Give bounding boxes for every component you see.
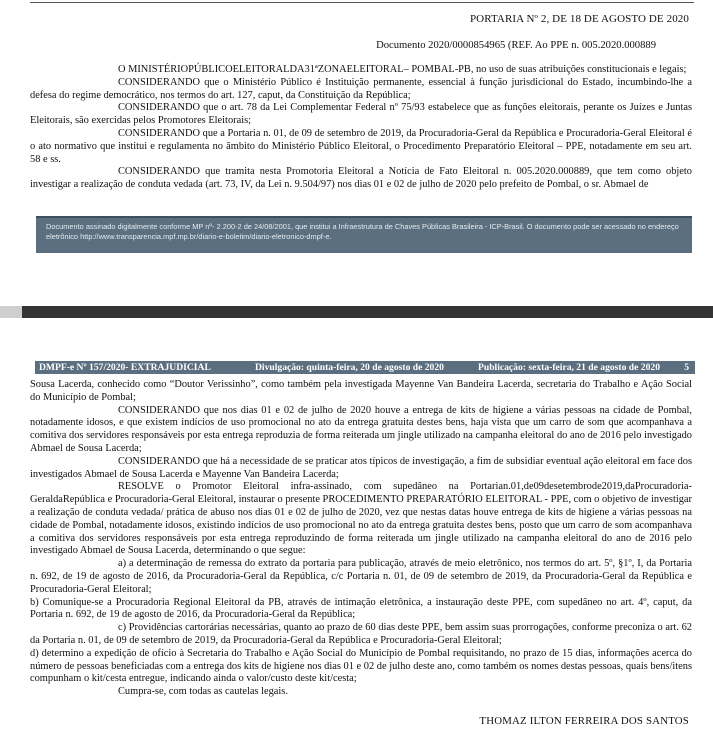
paragraph: CONSIDERANDO que tramita nesta Promotoria Eleitoral a Notícia de Fato Eleitoral n. 005.2020.000889, que tem como objeto investigar a realização de conduta vedada (art. 73, IV, da Lei n. 9.504/97) nos dias 01 e 02 de julho de 2020 pelo prefeito de Pombal, o sr. Abmael de	[30, 166, 692, 191]
paragraph: CONSIDERANDO que o art. 78 da Lei Complementar Federal nº 75/93 estabelece que as funções eleitorais, perante os Juízes e Juntas Eleitorais, são exercidas pelos Promotores Eleitorais;	[30, 102, 692, 127]
paragraph: O MINISTÉRIOPÚBLICOELEITORALDA31ªZONAELEITORAL– POMBAL-PB, no uso de suas atribuições constitucionais e legais;	[118, 64, 687, 75]
page-separator	[0, 306, 713, 318]
signatory-name: THOMAZ ILTON FERREIRA DOS SANTOS	[479, 715, 689, 727]
page-separator-edge	[0, 306, 22, 318]
page1-body	[30, 64, 692, 192]
journal-edition: DMPF-e Nº 157/2020- EXTRAJUDICIAL	[39, 362, 211, 373]
document-reference: Documento 2020/0000854965 (REF. Ao PPE n. 005.2020.000889	[376, 40, 656, 51]
journal-header-band	[35, 361, 695, 374]
publication-date: Publicação: sexta-feira, 21 de agosto de 2020	[478, 362, 660, 373]
list-item: c) Providências cartorárias necessárias, quanto ao prazo de 60 dias deste PPE, bem assim suas prorrogações, conforme preconiza o art. 62 da Portaria n. 01, de 09 de setembro de 2019, da Procuradoria-Geral da República e Procuradoria-Geral Eleitoral;	[30, 622, 692, 646]
page-number: 5	[684, 362, 689, 373]
disclosure-date: Divulgação: quinta-feira, 20 de agosto de 2020	[255, 362, 444, 373]
paragraph: CONSIDERANDO que a Portaria n. 01, de 09 de setembro de 2019, da Procuradoria-Geral da República e Procuradoria-Geral Eleitoral é o ato normativo que institui e regulamenta no âmbito do Ministério Público Eleitoral, o Procedimento Preparatório Eleitoral – PPE, notadamente em seu art. 58 e ss.	[30, 127, 692, 165]
paragraph: CONSIDERANDO que nos dias 01 e 02 de julho de 2020 houve a entrega de kits de higiene a várias pessoas na cidade de Pombal, notadamente idosos, e que existem indícios de uso promocional no ato da entrega gratuita destes bens, haja vista que um carro de som que acompanhava a comitiva dos servidores responsáveis por esta entrega reproduzia de forma reiterada um jingle utilizado na campanha eleitoral do ano de 2016 pelo investigado Abmael de Sousa Lacerda;	[30, 404, 692, 454]
signature-notice-text: Documento assinado digitalmente conforme MP nº- 2.200-2 de 24/08/2001, que institui a Infraestrutura de Chaves Públicas Brasileira - ICP-Brasil. O documento pode ser acessado no endereço eletrônico http://www.transparencia.mpf.mp.br/diario-e-boletim/diario-eletronico-dmpf-e.	[46, 222, 679, 241]
paragraph: CONSIDERANDO que o Ministério Público é Instituição permanente, essencial à função jurisdicional do Estado, incumbindo-lhe a defesa do regime democrático, nos termos do art. 127, caput, da Constituição da República;	[30, 76, 692, 101]
paragraph: Sousa Lacerda, conhecido como “Doutor Verissinho”, como também pela investigada Mayenne Van Bandeira Lacerda, secretaria do Trabalho e Ação Social do Município de Pombal;	[30, 379, 692, 403]
paragraph: CONSIDERANDO que há a necessidade de se praticar atos típicos de investigação, a fim de subsidiar eventual ação eleitoral em face dos investigados Abmael de Sousa Lacerda e Mayenne Van Bandeira Lacerda;	[30, 455, 692, 480]
list-item: d) determino a expedição de ofício à Secretaria do Trabalho e Ação Social do Município de Pombal requisitando, no prazo de 15 dias, informações acerca do número de pessoas beneficiadas com a entrega dos kits de higiene nos dias 01 e 02 de julho deste ano, como também os nomes destas pessoas, quais bens/itens compunham o kit/cesta entregue, indicando ainda o valor/custo deste kit/cesta;	[30, 647, 692, 685]
list-item: a) a determinação de remessa do extrato da portaria para publicação, através de meio eletrônico, nos termos do art. 5º, §1º, I, da Portaria n. 692, de 19 de agosto de 2016, da Procuradoria-Geral da República, c/c Portaria n. 01, de 09 de setembro de 2019, da Procuradoria-Geral da República e Procuradoria-Geral Eleitoral;	[30, 558, 692, 595]
page2-body	[30, 379, 692, 699]
top-rule	[30, 2, 694, 3]
closing-line: Cumpra-se, com todas as cautelas legais.	[118, 686, 288, 698]
paragraph: RESOLVE o Promotor Eleitoral infra-assinado, com supedâneo na Portarian.01,de09desetembrode2019,daProcuradoria-GeraldaRepública e Procuradoria-Geral Eleitoral, instaurar o presente PROCEDIMENTO PREPARATÓRIO ELEITORAL - PPE, com o objetivo de investigar a realização de conduta vedada/ prática de abuso nos dias 01 e 02 de julho de 2020, vez que nestas datas houve entrega de kits de higiene a várias pessoas na cidade de Pombal, notadamente idosos, existindo indícios de uso promocional no ato da entrega gratuita destes bens, posto que um carro de som acompanhava a comitiva dos servidores responsáveis por esta entrega reproduzindo de forma reiterada um jingle utilizado na campanha eleitoral do ano de 2016 pelo investigado Abmael de Sousa Lacerda, determinando o que segue:	[30, 481, 692, 557]
list-item: b) Comunique-se a Procuradoria Regional Eleitoral da PB, através de intimação eletrônica, a instauração deste PPE, com supedâneo no art. 4º, caput, da Portaria n. 692, de 19 de agosto de 2016, da Procuradoria-Geral da República;	[30, 596, 692, 621]
digital-signature-notice	[36, 216, 692, 253]
portaria-title: PORTARIA Nº 2, DE 18 DE AGOSTO DE 2020	[469, 13, 689, 25]
